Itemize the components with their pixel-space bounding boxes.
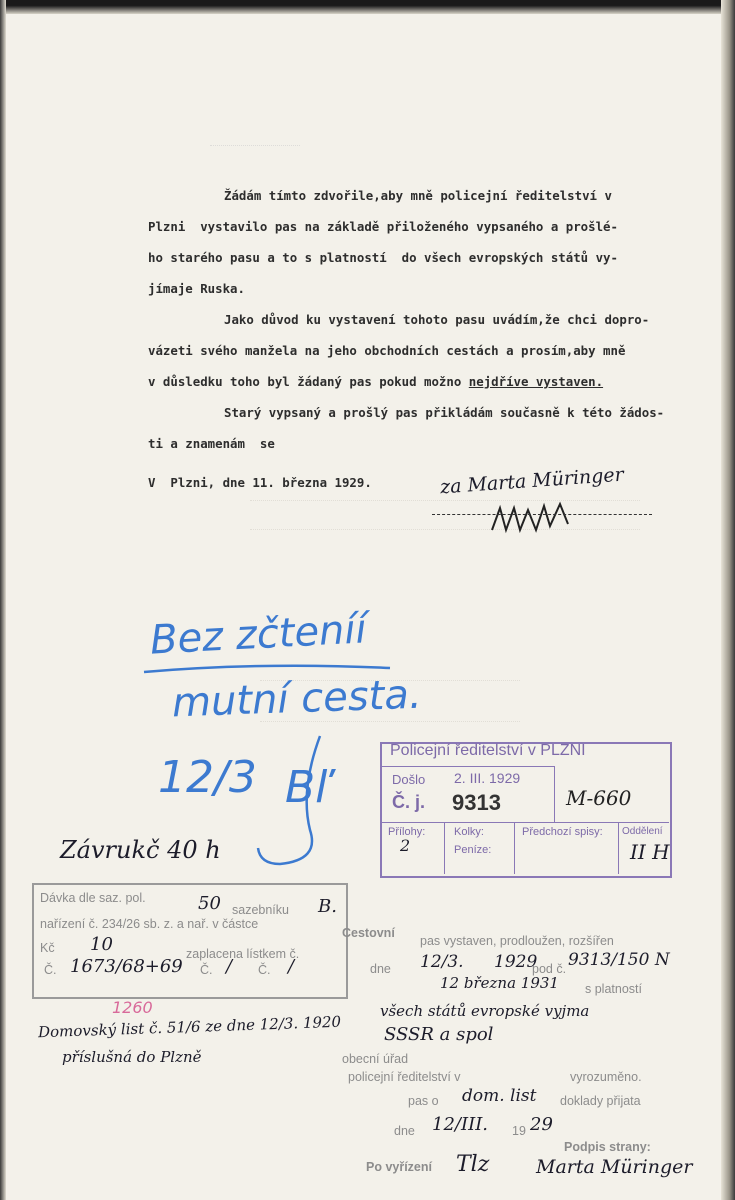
letter-line: vázeti svého manžela na jeho obchodních cestách a prosím,aby mně — [148, 343, 626, 358]
ref-label: Č. j. — [392, 792, 426, 812]
fee-line4b: Č. — [200, 963, 213, 977]
passport-hand-num: 9313/150 N — [568, 950, 670, 970]
letter-line: Plzni vystavilo pas na základě přiloženého vypsaného a prošlé- — [148, 219, 618, 234]
passport-date-label: dne — [394, 1124, 415, 1138]
received-label: Došlo — [392, 772, 426, 787]
fee-line4a: Č. — [44, 963, 57, 977]
letter-line: jímaje Ruska. — [148, 281, 245, 296]
letter-line: Starý vypsaný a prošlý pas přikládám současně k této žádos- — [224, 405, 665, 420]
pink-number: 1260 — [112, 998, 153, 1017]
note-line2: příslušná do Plzně — [62, 1048, 202, 1066]
passport-office: obecní úřad — [342, 1052, 409, 1066]
dept-value: II H — [630, 840, 670, 864]
letter-body — [148, 180, 668, 498]
blue-curve — [250, 730, 360, 870]
passport-receipt: doklady přijata — [560, 1094, 641, 1108]
signature-scribble — [488, 500, 578, 540]
bleed-through — [250, 500, 640, 530]
passport-l1: pas vystaven, prodloužen, rozšířen — [420, 934, 614, 948]
fee-line2: nařízení č. 234/26 sb. z. a nař. v částce — [40, 917, 259, 931]
letter-line: ti a znamenám se — [148, 436, 275, 451]
letter-underlined: nejdříve vystaven. — [468, 374, 604, 389]
ref-hand: M-660 — [566, 786, 632, 810]
passport-done-label: Po vyřízení — [366, 1160, 432, 1174]
stamp-title: Policejní ředitelství v PLZNI — [390, 742, 586, 759]
letter-line: Jako důvod ku vystavení tohoto pasu uvádím,že chci dopro- — [224, 312, 650, 327]
passport-hand-date: 12/3. — [420, 952, 464, 972]
letter-line — [148, 366, 668, 397]
blue-note-line1: Bez zčteníí — [148, 606, 368, 664]
passport-hand-dom: dom. list — [462, 1086, 537, 1106]
blue-note-date: 12/3 — [158, 752, 257, 803]
passport-l2b: pod č. — [532, 962, 567, 976]
passport-hand-l4: všech států evropské vyjma — [380, 1002, 590, 1020]
passport-title: Cestovní — [342, 926, 395, 940]
signature-line — [432, 514, 652, 515]
bleed-through — [210, 145, 300, 154]
page-edge-right — [721, 0, 735, 1200]
passport-hand-initials: Tlz — [456, 1152, 490, 1177]
stamps-label: Kolky: — [454, 826, 484, 838]
stamp-divider — [514, 822, 515, 874]
registry-stamp — [380, 742, 672, 878]
passport-policing: policejní ředitelství v — [348, 1070, 461, 1084]
letter-line: ho starého pasu a to s platností do všech evropských států vy- — [148, 250, 618, 265]
passport-hand-year2: 29 — [530, 1114, 553, 1135]
blue-note-initials: Bľ — [285, 762, 328, 813]
stamp-divider — [444, 822, 445, 874]
letter-text: v důsledku toho byl žádaný pas pokud možno — [148, 374, 469, 389]
passport-sig-label: Podpis strany: — [564, 1140, 651, 1154]
dept-label: Oddělení — [622, 826, 663, 837]
blue-note-line2: mutní cesta. — [171, 671, 423, 727]
passport-l2a: dne — [370, 962, 391, 976]
passport-hand-sig: Marta Müringer — [536, 1156, 693, 1178]
place-date: V Plzni, dne 11. března 1929. — [148, 475, 372, 490]
prev-label: Předchozí spisy: — [522, 826, 603, 838]
passport-passlbl: pas o — [408, 1094, 439, 1108]
fee-line1b: sazebníku — [232, 903, 289, 917]
fee-hand-c: 1673/68+69 — [70, 956, 183, 977]
passport-hand-year: 1929 — [494, 952, 538, 972]
received-date: 2. III. 1929 — [454, 770, 521, 786]
fee-line1: Dávka dle saz. pol. — [40, 891, 146, 905]
note-line1: Domovský list č. 51/6 ze dne 12/3. 1920 — [37, 1012, 342, 1042]
fee-hand-dash2: / — [288, 956, 295, 977]
passport-notified: vyrozuměno. — [570, 1070, 642, 1084]
fee-hand-kc: 10 — [90, 934, 113, 955]
attachments-value: 2 — [400, 836, 411, 855]
fee-line3b: zaplacena lístkem č. — [186, 947, 300, 961]
stamp-divider — [618, 822, 619, 874]
page-edge-left — [0, 0, 6, 1200]
passport-hand-l3: 12 března 1931 — [440, 974, 559, 992]
signature: za Marta Müringer — [439, 463, 625, 499]
letter-line: Žádám tímto zdvořile,aby mně policejní ředitelství v — [224, 188, 612, 203]
ref-number: 9313 — [452, 790, 501, 815]
fee-note: Závrukč 40 h — [60, 836, 221, 864]
page-edge-top — [0, 0, 735, 14]
fee-line4c: Č. — [258, 963, 271, 977]
fee-hand-dash1: / — [226, 956, 233, 977]
fee-hand-pos: 50 — [198, 893, 221, 914]
passport-hand-l5: SSSR a spol — [384, 1024, 494, 1045]
passport-hand-date2: 12/III. — [432, 1114, 489, 1135]
attachments-label: Přílohy: — [388, 826, 426, 838]
fee-line3a: Kč — [40, 941, 55, 955]
fee-hand-b: B. — [318, 896, 337, 917]
passport-l3a: s platností — [585, 982, 642, 996]
money-label: Peníze: — [454, 844, 492, 856]
passport-year-label: 19 — [512, 1124, 526, 1138]
